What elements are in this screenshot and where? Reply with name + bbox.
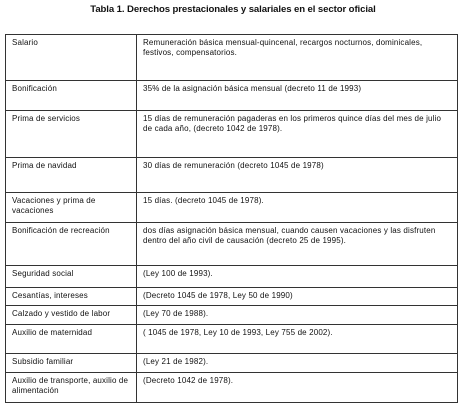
benefits-table: [5, 34, 458, 403]
table-row: [6, 373, 458, 403]
table-row: [6, 354, 458, 373]
table-row: [6, 111, 458, 158]
table-title: Tabla 1. Derechos prestacionales y salariales en el sector oficial: [90, 4, 376, 15]
table-row: [6, 158, 458, 193]
row-label: Prima de navidad: [6, 158, 137, 193]
row-label: Calzado y vestido de labor: [6, 306, 137, 325]
table-row: [6, 266, 458, 288]
row-value: (Ley 21 de 1982).: [137, 354, 458, 373]
row-label: Auxilio de maternidad: [6, 325, 137, 354]
row-value: ( 1045 de 1978, Ley 10 de 1993, Ley 755 de 2002).: [137, 325, 458, 354]
table-row: [6, 288, 458, 306]
row-value: dos días asignación básica mensual, cuando causen vacaciones y las disfruten dentro del año civil de causación (decreto 25 de 1995).: [137, 223, 458, 266]
row-label: Vacaciones y prima de vacaciones: [6, 193, 137, 223]
row-value: (Decreto 1042 de 1978).: [137, 373, 458, 403]
row-value: (Ley 100 de 1993).: [137, 266, 458, 288]
row-value: 35% de la asignación básica mensual (decreto 11 de 1993): [137, 81, 458, 111]
row-label: Salario: [6, 35, 137, 81]
table-row: [6, 223, 458, 266]
row-value: 30 días de remuneración (decreto 1045 de 1978): [137, 158, 458, 193]
row-label: Bonificación de recreación: [6, 223, 137, 266]
table-row: [6, 193, 458, 223]
row-value: (Ley 70 de 1988).: [137, 306, 458, 325]
row-value: Remuneración básica mensual-quincenal, recargos nocturnos, dominicales, festivos, compensatorios.: [137, 35, 458, 81]
table-row: [6, 81, 458, 111]
row-label: Prima de servicios: [6, 111, 137, 158]
table-row: [6, 35, 458, 81]
row-label: Cesantías, intereses: [6, 288, 137, 306]
row-label: Seguridad social: [6, 266, 137, 288]
table-row: [6, 306, 458, 325]
table-row: [6, 325, 458, 354]
row-value: 15 días. (decreto 1045 de 1978).: [137, 193, 458, 223]
row-value: (Decreto 1045 de 1978, Ley 50 de 1990): [137, 288, 458, 306]
row-label: Subsidio familiar: [6, 354, 137, 373]
row-label: Auxilio de transporte, auxilio de alimentación: [6, 373, 137, 403]
row-value: 15 días de remuneración pagaderas en los primeros quince días del mes de julio de cada año, (decreto 1042 de 1978).: [137, 111, 458, 158]
row-label: Bonificación: [6, 81, 137, 111]
